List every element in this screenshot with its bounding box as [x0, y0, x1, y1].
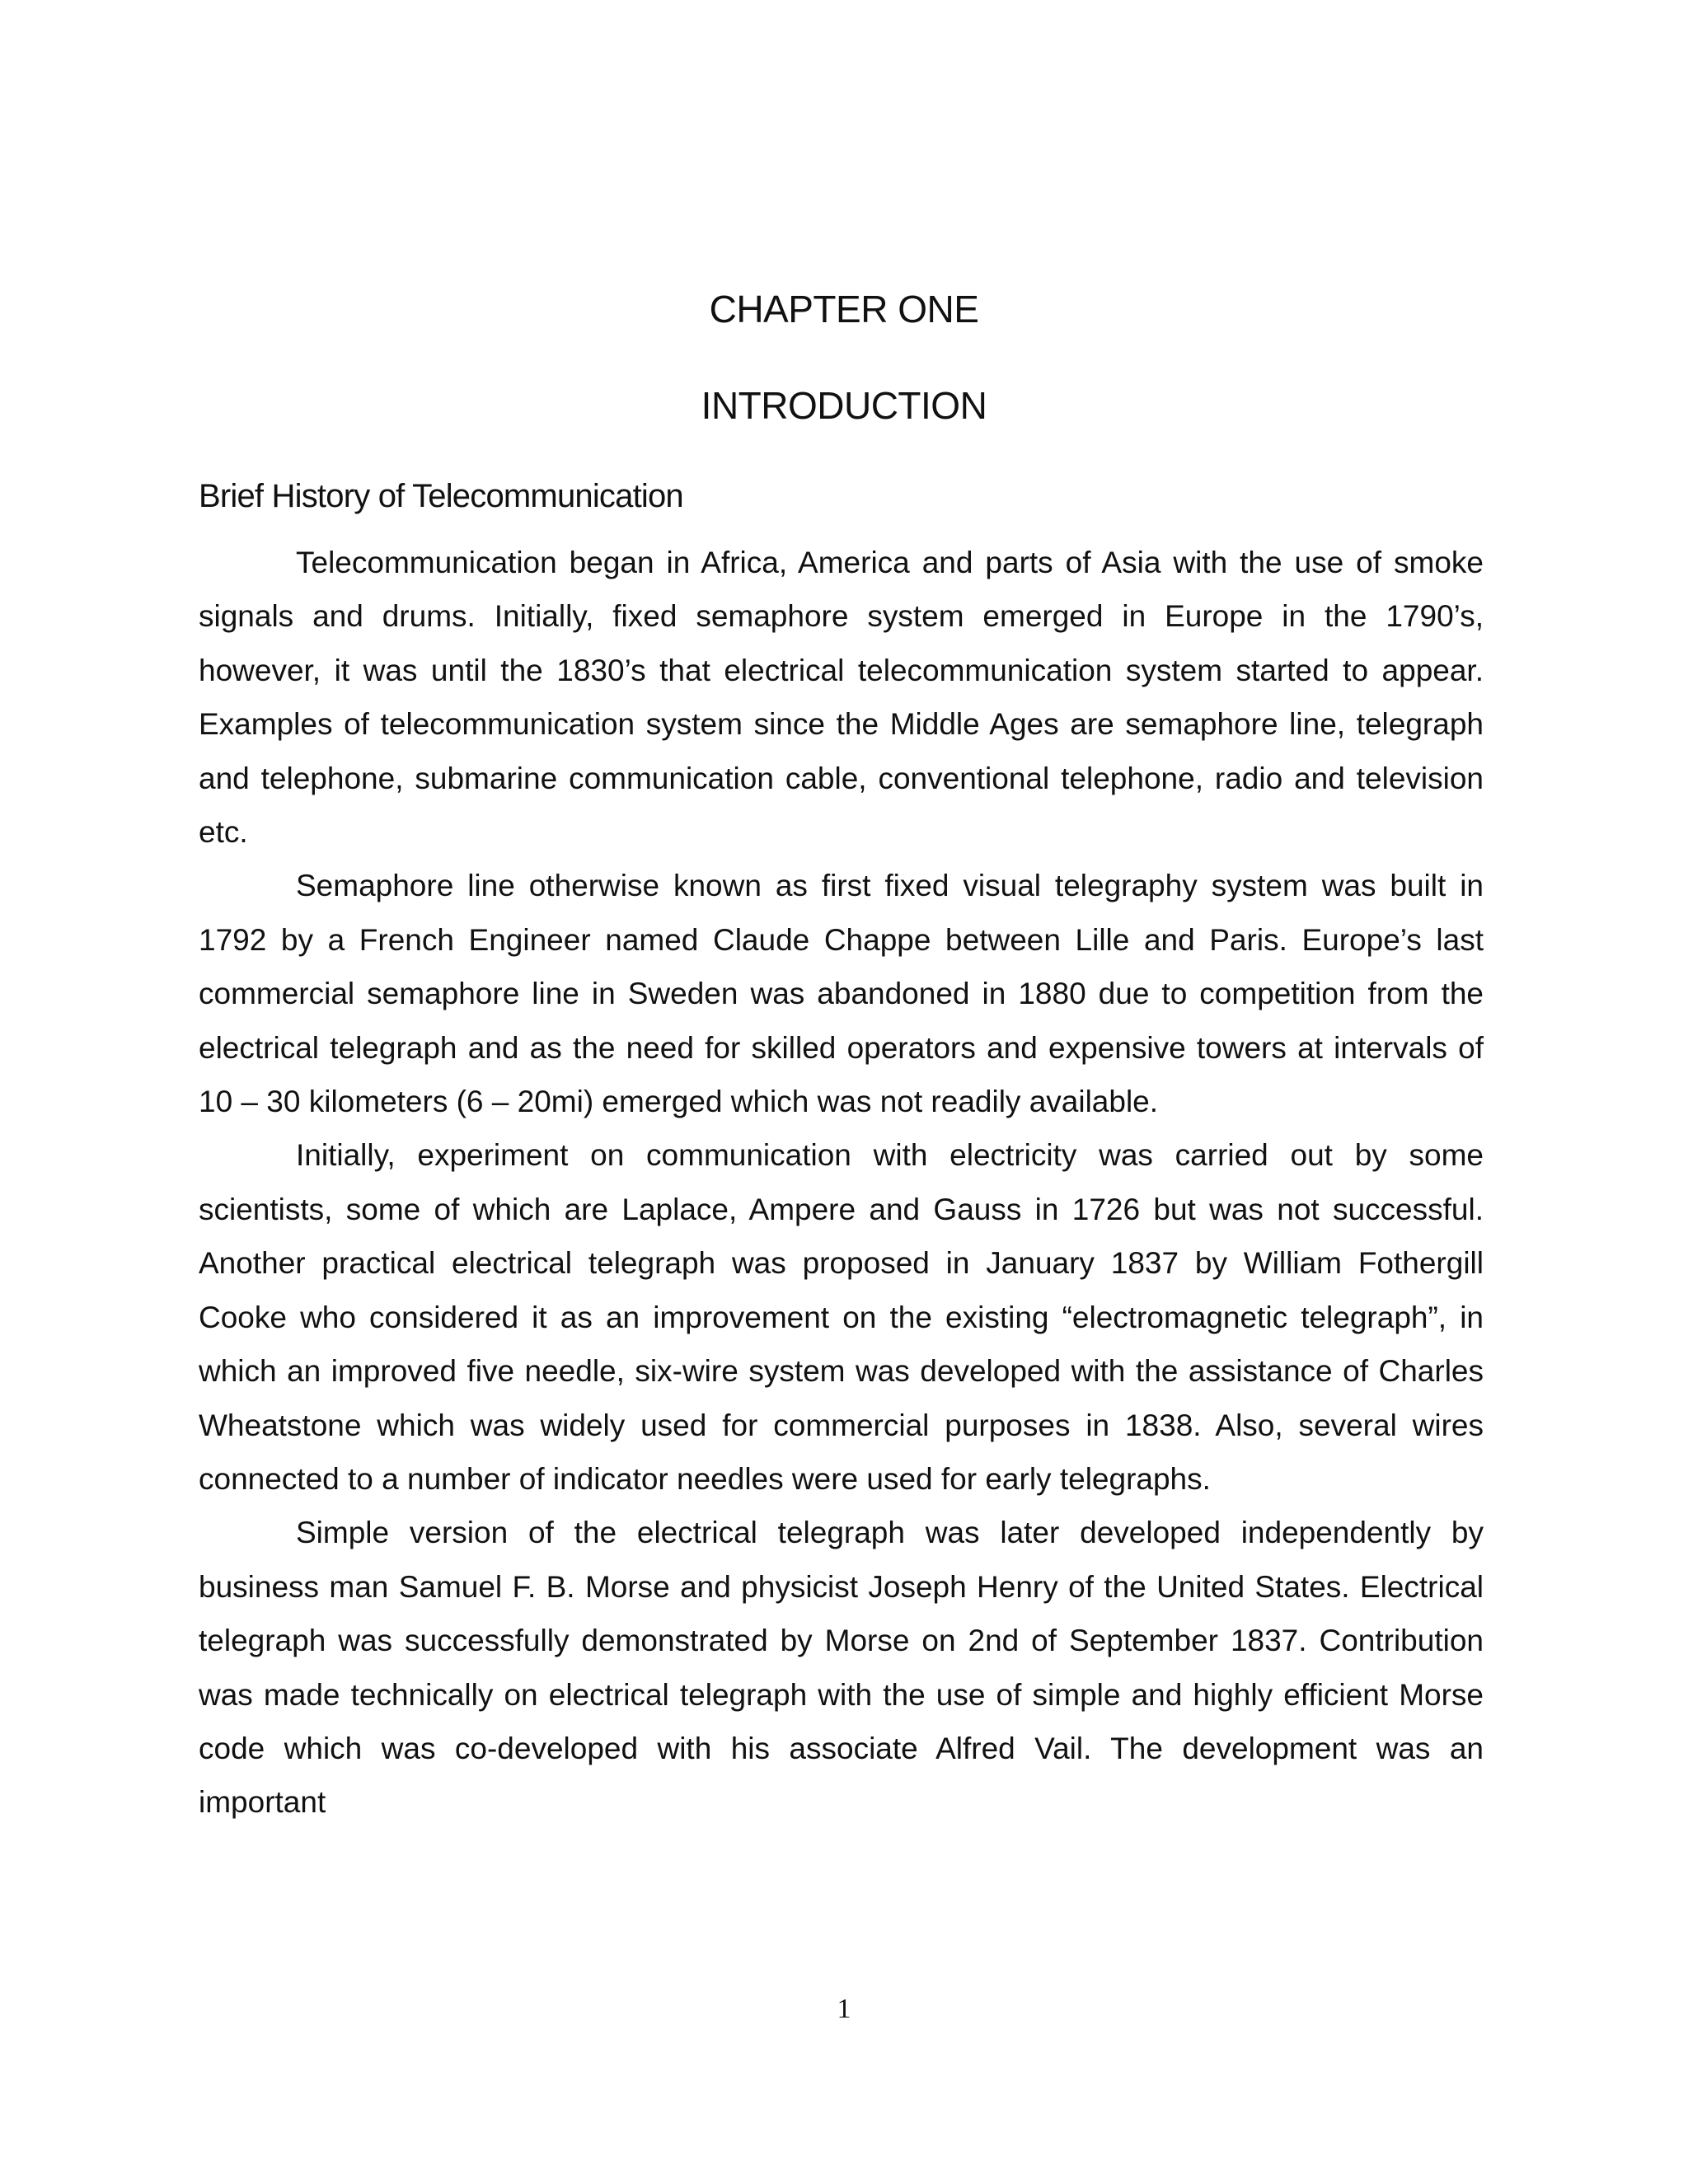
chapter-title: CHAPTER ONE — [709, 288, 979, 330]
paragraph-1: Telecommunication began in Africa, America and parts of Asia with the use of smoke signals and drums. Initially, fixed semaphore system emerged in Europe in the 1790’s, however, it was until the 1830’s that electrical telecommunication system started to appear. Examples of telecommunication system since the Middle Ages are semaphore line, telegraph and telephone, submarine communication cable, conventional telephone, radio and television etc. — [199, 546, 1484, 850]
page-number: 1 — [837, 1994, 851, 2024]
paragraph-2: Semaphore line otherwise known as first fixed visual telegraphy system was built in 1792 by a French Engineer named Claude Chappe between Lille and Paris. Europe’s last commercial semaphore line in Sweden was abandoned in 1880 due to competition from the electrical telegraph and as the need for skilled operators and expensive towers at intervals of 10 – 30 kilometers (6 – 20mi) emerged which was not readily available. — [199, 869, 1484, 1119]
paragraph-3: Initially, experiment on communication with electricity was carried out by some scientists, some of which are Laplace, Ampere and Gauss in 1726 but was not successful. Another practical electrical telegraph was proposed in January 1837 by William Fothergill Cooke who considered it as an improvement on the existing “electromagnetic telegraph”, in which an improved five needle, six-wire system was developed with the assistance of Charles Wheatstone which was widely used for commercial purposes in 1838. Also, several wires connected to a number of indicator needles were used for early telegraphs. — [199, 1138, 1484, 1496]
body-text — [199, 536, 1484, 1830]
chapter-subtitle: INTRODUCTION — [701, 384, 987, 427]
paragraph-4: Simple version of the electrical telegraph was later developed independently by business man Samuel F. B. Morse and physicist Joseph Henry of the United States. Electrical telegraph was successfully demonstrated by Morse on 2nd of September 1837. Contribution was made technically on electrical telegraph with the use of simple and highly efficient Morse code which was co-developed with his associate Alfred Vail. The development was an important — [199, 1516, 1484, 1820]
section-heading: Brief History of Telecommunication — [199, 478, 683, 514]
